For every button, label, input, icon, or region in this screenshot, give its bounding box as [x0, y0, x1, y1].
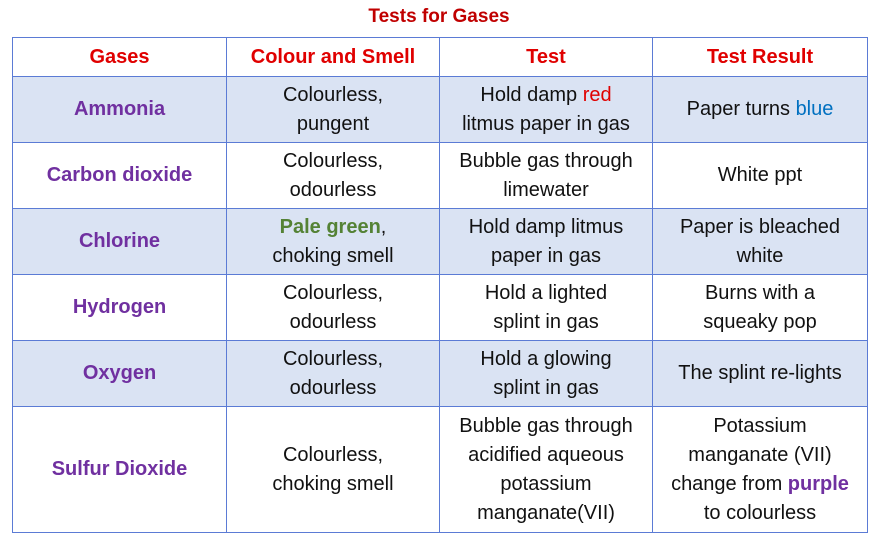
cell-line: Colourless,: [282, 281, 384, 304]
result-cell: [653, 77, 868, 143]
cell-line: The splint re-lights: [678, 362, 842, 384]
cell-line: Colourless,: [282, 149, 384, 172]
gas-name: Carbon dioxide: [13, 143, 227, 209]
highlight-purple: purple: [787, 472, 849, 495]
cell-line: odourless: [289, 310, 377, 333]
cell-line: acidified aqueous: [468, 443, 624, 466]
cell-line: White ppt: [717, 164, 803, 186]
cell-line: [231, 213, 435, 242]
cell-line: Hold damp litmus: [468, 215, 624, 238]
test-cell: [440, 275, 653, 341]
highlight-blue: blue: [795, 98, 834, 120]
colour-smell-cell: [227, 77, 440, 143]
cell-line: limewater: [503, 178, 589, 201]
cell-line: manganate(VII): [477, 501, 615, 524]
header-row: [13, 38, 868, 77]
cell-line: Bubble gas through: [459, 414, 633, 437]
gas-name: Ammonia: [13, 77, 227, 143]
cell-line: splint in gas: [493, 376, 599, 399]
colour-smell-cell: [227, 341, 440, 407]
cell-line: to colourless: [703, 501, 817, 524]
cell-line: white: [736, 244, 784, 267]
test-cell: [440, 77, 653, 143]
cell-line: odourless: [289, 376, 377, 399]
cell-line: [657, 470, 863, 499]
cell-text: Paper turns: [686, 98, 796, 120]
cell-line: splint in gas: [493, 310, 599, 333]
header-gases: Gases: [13, 38, 227, 77]
table-row: [13, 143, 868, 209]
test-cell: [440, 209, 653, 275]
cell-line: Paper is bleached: [679, 215, 841, 238]
gas-name: Sulfur Dioxide: [13, 407, 227, 533]
cell-line: [444, 81, 648, 110]
cell-text: Hold damp: [480, 83, 583, 106]
cell-line: manganate (VII): [688, 443, 832, 466]
cell-line: Colourless,: [282, 347, 384, 370]
gas-name: Oxygen: [13, 341, 227, 407]
cell-line: Burns with a: [704, 281, 816, 304]
table-row: [13, 407, 868, 533]
cell-text: ,: [380, 215, 387, 238]
colour-smell-cell: [227, 143, 440, 209]
cell-line: Bubble gas through: [459, 149, 633, 172]
colour-smell-cell: [227, 275, 440, 341]
result-cell: [653, 275, 868, 341]
cell-line: Hold a glowing: [480, 347, 612, 370]
page-title: Tests for Gases: [368, 6, 510, 27]
test-cell: [440, 143, 653, 209]
colour-smell-cell: [227, 209, 440, 275]
result-cell: [653, 209, 868, 275]
test-cell: [440, 407, 653, 533]
header-result: Test Result: [653, 38, 868, 77]
result-cell: [653, 341, 868, 407]
cell-line: choking smell: [272, 244, 394, 267]
gas-name: Chlorine: [13, 209, 227, 275]
result-cell: [653, 407, 868, 533]
cell-text: change from: [671, 472, 788, 495]
gas-tests-table: [12, 37, 868, 533]
cell-line: odourless: [289, 178, 377, 201]
cell-line: [657, 95, 863, 124]
cell-line: Colourless,: [282, 443, 384, 466]
cell-line: squeaky pop: [703, 310, 817, 333]
cell-line: litmus paper in gas: [462, 112, 630, 135]
header-test: Test: [440, 38, 653, 77]
cell-line: pungent: [296, 112, 370, 135]
table-row: [13, 341, 868, 407]
cell-line: Hold a lighted: [484, 281, 608, 304]
highlight-green: Pale green: [279, 215, 381, 238]
header-colour-smell: Colour and Smell: [227, 38, 440, 77]
highlight-red: red: [582, 83, 612, 106]
table-row: [13, 77, 868, 143]
cell-line: Potassium: [713, 414, 807, 437]
test-cell: [440, 341, 653, 407]
table-row: [13, 209, 868, 275]
result-cell: [653, 143, 868, 209]
cell-line: potassium: [500, 472, 592, 495]
cell-line: choking smell: [272, 472, 394, 495]
colour-smell-cell: [227, 407, 440, 533]
cell-line: paper in gas: [490, 244, 602, 267]
cell-line: Colourless,: [282, 83, 384, 106]
gas-name: Hydrogen: [13, 275, 227, 341]
table-row: [13, 275, 868, 341]
